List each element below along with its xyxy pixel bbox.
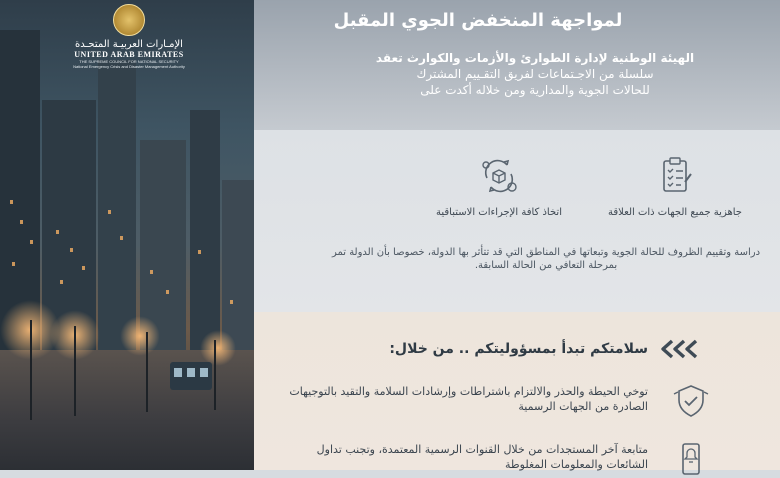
- feature-readiness: [600, 156, 750, 219]
- safety-tip: متابعة آخر المستجدات من خلال القنوات الرسمية المعتمدة، وتجنب تداول الشائعات والمعلومات المغلوطة: [316, 443, 648, 471]
- features-section: [254, 130, 780, 312]
- uae-emblem-logo: [64, 4, 194, 69]
- feature-label: اتخاذ كافة الإجراءات الاستباقية: [436, 207, 562, 218]
- title-cropped-line: [268, 2, 688, 8]
- header-section: [254, 0, 780, 130]
- box-cycle-icon: [479, 156, 519, 196]
- intro-line: للحالات الجوية والمدارية ومن خلاله أكدت على: [420, 83, 650, 97]
- logo-authority-line-1: THE SUPREME COUNCIL FOR NATIONAL SECURITY: [79, 59, 179, 64]
- falcon-emblem-icon: [113, 4, 145, 36]
- checklist-icon: [655, 156, 695, 196]
- phone-notification-icon: [672, 440, 710, 478]
- info-panel: [254, 0, 780, 470]
- shield-check-icon: [672, 382, 710, 420]
- logo-authority-line-2: National Emergency Crisis and Disaster Management Authority: [73, 64, 185, 69]
- building: [98, 60, 136, 360]
- feature-proactive-measures: [424, 156, 574, 219]
- chevrons-left-icon: [658, 338, 702, 360]
- safety-tips-section: [254, 312, 780, 470]
- intro-line: الهيئة الوطنية لإدارة الطوارئ والأزمات والكوارث تعقد: [375, 51, 695, 65]
- page-title: [268, 2, 688, 32]
- intro-line: سلسلة من الاجـتماعات لفريق التقـييم المشترك: [416, 67, 654, 81]
- intro-text: [300, 50, 770, 98]
- study-text: دراسة وتقييم الظروف للحالة الجوية وتبعاتها في المناطق التي قد تتأثر بها الدولة، خصوصا بأن الدولة تمر بمرحلة التعافي من الحالة السابقة.: [331, 247, 761, 271]
- logo-arabic-name: الإمـارات العربيـة المتحـدة: [75, 39, 183, 50]
- tram: [170, 362, 212, 390]
- safety-tip: توخي الحيطة والحذر والالتزام باشتراطات وإرشادات السلامة والتقيد بالتوجيهات الصادرة من الجهات الرسمية: [289, 385, 648, 413]
- rainy-city-photo: [0, 0, 254, 470]
- slogan-heading: سلامتكم تبدأ بمسؤوليتكم .. من خلال:: [389, 341, 648, 357]
- building: [190, 110, 220, 360]
- logo-english-name: UNITED ARAB EMIRATES: [74, 50, 184, 59]
- feature-label: جاهزية جميع الجهات ذات العلاقة: [608, 207, 742, 218]
- title-line: لمواجهة المنخفض الجوي المقبل: [333, 10, 623, 31]
